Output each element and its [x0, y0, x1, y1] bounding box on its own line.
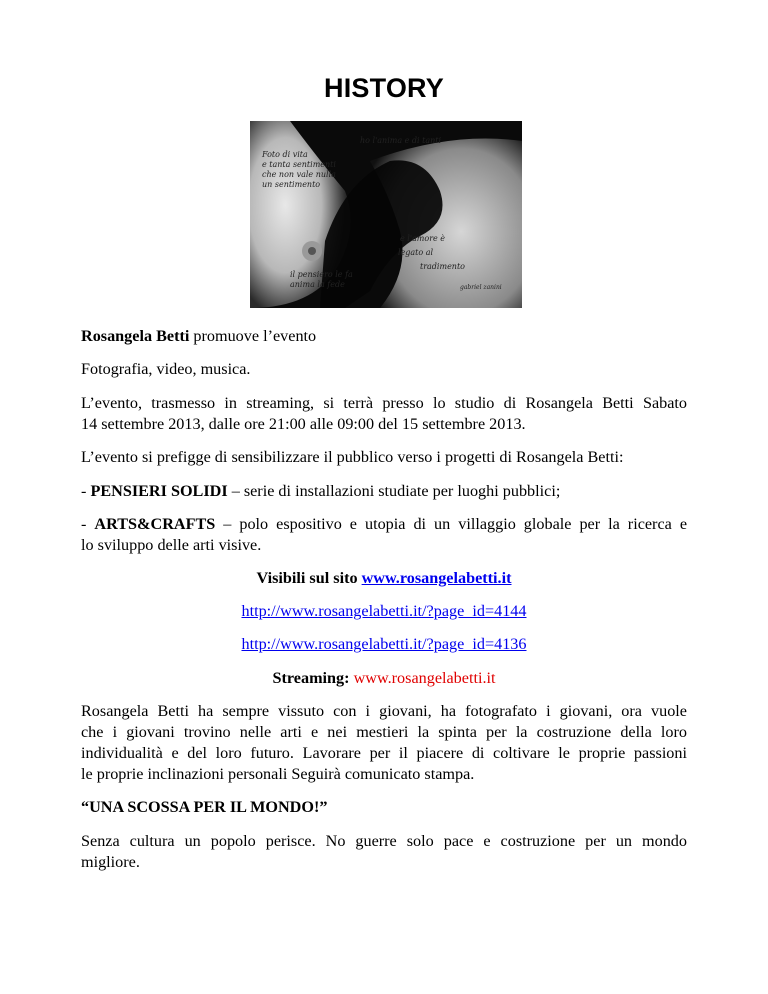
handwriting-5: il pensiero le fa: [290, 270, 353, 279]
handwriting-6: anima la fede: [290, 280, 345, 289]
handwriting-2: e tanta sentimenti: [262, 160, 336, 169]
handwriting-3: che non vale nulla: [262, 170, 336, 179]
youth-line-4: le proprie inclinazioni personali Seguirà comunicato stampa.: [81, 765, 475, 783]
closing-paragraph: [81, 831, 687, 873]
media-line: Fotografia, video, musica.: [81, 360, 251, 378]
handwriting-7: ho l'anima e di tanti: [360, 136, 442, 145]
youth-line-3: individualità e del loro futuro. Lavorare per il piacere di coltivare le proprie passioni: [81, 744, 687, 762]
handwriting-10: tradimento: [420, 262, 465, 271]
event-paragraph: [81, 393, 687, 435]
handwriting-8: e l'amore è: [400, 234, 446, 243]
dash: -: [81, 515, 95, 533]
arts-crafts-line-2: lo sviluppo delle arti visive.: [81, 536, 262, 554]
event-line-2: 14 settembre 2013, dalle ore 21:00 alle 09:00 del 15 settembre 2013.: [81, 415, 526, 433]
handwriting-4: un sentimento: [262, 180, 321, 189]
pensieri-solidi-rest: – serie di installazioni studiate per luoghi pubblici;: [227, 482, 561, 500]
arts-crafts-line-1: [81, 514, 687, 535]
arts-crafts-label: ARTS&CRAFTS: [94, 515, 216, 533]
visibili-line: [81, 568, 687, 589]
youth-line-2: che i giovani trovino nelle arti e nei mestieri la spinta per la costruzione della loro: [81, 723, 687, 741]
youth-line-1: Rosangela Betti ha sempre vissuto con i giovani, ha fotografato i giovani, ora vuole: [81, 702, 687, 720]
closing-line-2: migliore.: [81, 853, 140, 871]
promoter-rest: promuove l’evento: [189, 327, 317, 345]
promoter-name: Rosangela Betti: [81, 327, 190, 345]
photo-image: [250, 121, 522, 308]
page-4136-link[interactable]: http://www.rosangelabetti.it/?page_id=4136: [241, 635, 527, 653]
page-4144-link[interactable]: http://www.rosangelabetti.it/?page_id=4144: [241, 602, 527, 620]
url-line-2: [81, 634, 687, 655]
artwork-photo: [250, 121, 522, 308]
promoter-line: [81, 326, 687, 347]
handwriting-1: Foto di vita: [262, 150, 308, 159]
site-link[interactable]: www.rosangelabetti.it: [361, 569, 512, 587]
handwriting-9: legato al: [398, 248, 434, 257]
purpose-line: L’evento si prefigge di sensibilizzare il pubblico verso i progetti di Rosangela Betti:: [81, 448, 624, 466]
closing-line-1: Senza cultura un popolo perisce. No guerre solo pace e costruzione per un mondo: [81, 832, 687, 850]
streaming-link[interactable]: www.rosangelabetti.it: [349, 669, 496, 687]
streaming-line: [81, 668, 687, 689]
arts-crafts-paragraph: [81, 514, 687, 556]
dash: -: [81, 482, 91, 500]
event-line-1: L’evento, trasmesso in streaming, si terrà presso lo studio di Rosangela Betti Sabato: [81, 394, 687, 412]
pensieri-solidi-label: PENSIERI SOLIDI: [90, 482, 228, 500]
url-line-1: [81, 601, 687, 622]
arts-crafts-rest-1: – polo espositivo e utopia di un villaggio globale per la ricerca e: [215, 515, 688, 533]
page-title: HISTORY: [324, 73, 444, 103]
handwriting-signature: gabriel zanini: [460, 284, 502, 291]
youth-paragraph: [81, 701, 687, 785]
slogan: “UNA SCOSSA PER IL MONDO!”: [81, 798, 328, 816]
pensieri-solidi-line: [81, 481, 687, 502]
visibili-label: Visibili sul sito: [256, 569, 362, 587]
streaming-label: Streaming:: [272, 669, 350, 687]
